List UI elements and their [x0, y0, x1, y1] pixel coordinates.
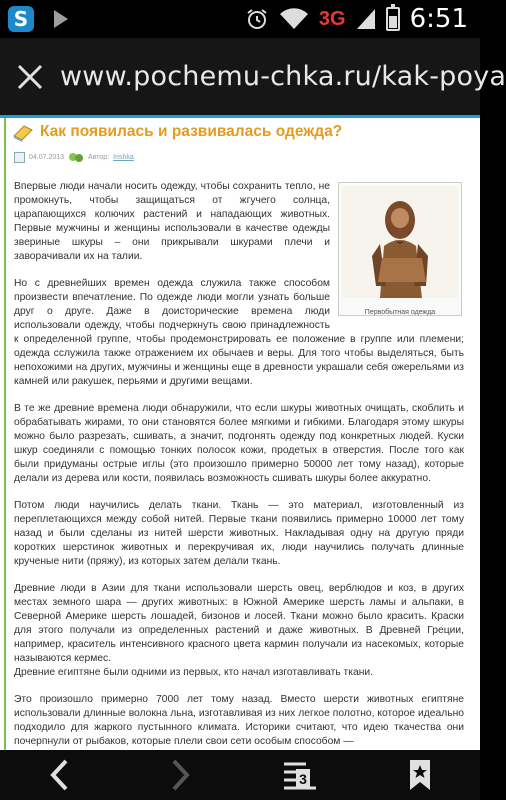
- url-bar: [0, 38, 506, 118]
- caveman-image: [342, 186, 458, 298]
- paragraph: Впервые люди начали носить одежду, чтобы сохранить тепло, не промокнуть, чтобы защищаться от жгучего солнца, царапающихся колючих растений и нападающих животных. Первые мужчины и женщины использовали в качестве одежды звериные шкуры – они прикрывали шкурами плечи и заворачивали их на талии.: [14, 181, 330, 262]
- status-bar: [0, 0, 480, 38]
- alarm-icon: [245, 7, 269, 31]
- network-type: 3G: [318, 7, 346, 30]
- paragraph: В те же древние времена люди обнаружили, что если шкуры животных очищать, скоблить и обрабатывать жирами, то они становятся более мягкими и гибкими. Благодаря этому шкуры можно было разрезать, сшивать, а значит, подгонять одежду под конкретных людей. Куски шкур соединяли с помощью тонких полосок кожи, продетых в отверстия. После того как были придуманы острые иглы (это произошло примерно 50000 лет тому назад), которые делали из дерева или кости, появилась возможность сшивать шкуры более аккуратно.: [14, 403, 464, 484]
- battery-icon: [386, 7, 400, 31]
- forward-arrow-icon[interactable]: [150, 750, 210, 800]
- app-s-icon: S: [8, 6, 34, 32]
- tabs-icon[interactable]: [270, 750, 330, 800]
- url-text[interactable]: www.pochemu-chka.ru/kak-poya: [60, 61, 506, 92]
- author-icon: [68, 152, 84, 163]
- close-icon[interactable]: [0, 37, 60, 117]
- bookmark-icon[interactable]: [390, 750, 450, 800]
- paragraph: Это произошло примерно 7000 лет тому назад. Вместо шерсти животных египтяне использовали длинные волокна льна, изготавливая из них легкое полотно, которое идеально подходило для жаркого пустынного климата. Историки считают, что идею ткачества они почерпнули от рыбаков, которые плели свои сети особым способом —: [14, 694, 464, 747]
- clock: 6:51: [409, 4, 468, 34]
- paragraph: Древние люди в Азии для ткани использовали шерсть овец, верблюдов и коз, в других местах земного шара — других животных: в Южной Америке шерсть ламы и альпаки, в Северной Америке шерсть лошадей, бизонов и лосей. Ткани можно было красить. Краски для этого получали из определенных растений и даже животных. В Древней Греции, например, краситель интенсивного красного цвета кармин получали из насекомых, которые называются кермес.: [14, 583, 464, 664]
- article-container: [4, 118, 464, 750]
- article-figure: [338, 182, 462, 316]
- author-label: Автор:: [88, 154, 110, 161]
- wifi-icon: [279, 7, 309, 31]
- paragraph: Потом люди научились делать ткани. Ткань — это материал, изготовленный из переплетающихся между собой нитей. Первые ткани появились примерно 10000 лет тому назад и были сделаны из нитей шерсти животных. Накладывая одну на другую пряди коротких шерстинок животных и перекручивая их, люди научились получать длинные крученые нити (пряжу), из которых затем делали ткань.: [14, 500, 464, 567]
- article-meta: [14, 152, 464, 163]
- article-body: [14, 180, 464, 762]
- article-header: [12, 122, 464, 142]
- bottom-navigation: [0, 750, 480, 800]
- article-date: 04.07.2013: [29, 154, 65, 161]
- back-arrow-icon[interactable]: [30, 750, 90, 800]
- author-link[interactable]: Irishka: [113, 154, 134, 161]
- web-page: [0, 118, 480, 750]
- article-title: Как появилась и развивалась одежда?: [40, 123, 343, 140]
- svg-text:3: 3: [299, 771, 307, 787]
- paragraph: Древние египтяне были одними из первых, кто начал изготавливать ткани.: [14, 667, 374, 678]
- signal-icon: [356, 7, 376, 31]
- play-store-icon: [54, 10, 68, 28]
- book-icon: [12, 122, 34, 142]
- figure-caption: Первобытная одежда: [364, 309, 436, 316]
- calendar-icon: [14, 152, 25, 163]
- paragraph: Но с древнейших времен одежда служила также способом произвести впечатление. По одежде люди могли узнать больше друг о друге. Даже в доисторические времена люди использовали одежду, чтобы подчеркнуть свою принадлежность к определенной группе, чтобы продемонстрировать ее положение в группе или племени; одежда сслужила также отражением их обычаев и веры. Для того чтобы выделяться, быть непохожими на других, мужчины и женщины еще в древности украшали себя ожерельями из камней или ракушек, перьями и другими вещами.: [14, 278, 464, 387]
